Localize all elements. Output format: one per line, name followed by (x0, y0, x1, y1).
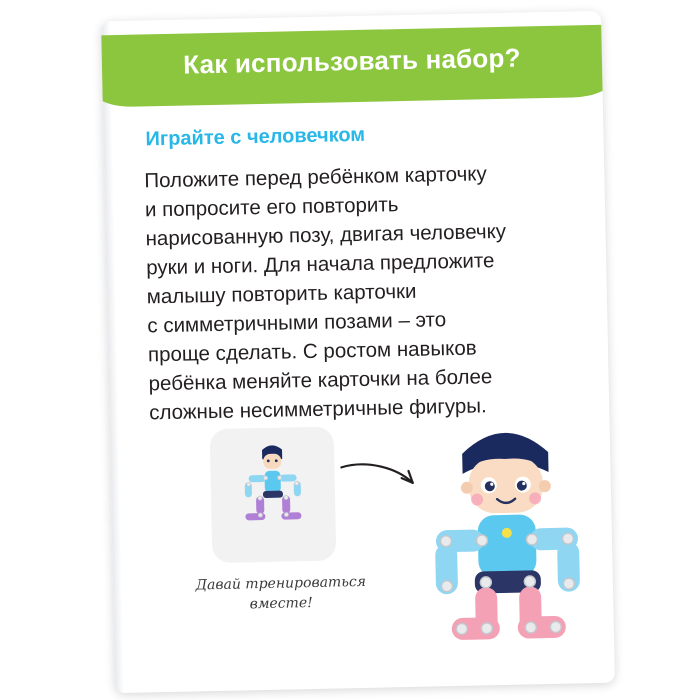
page-title: Как использовать набор? (182, 42, 521, 80)
section-subtitle: Играйте с человечком (145, 123, 366, 151)
body-line: сложные несимметричные фигуры. (148, 394, 487, 425)
handwritten-line: Давай тренироваться (195, 573, 367, 594)
small-posed-figure-illustration (210, 427, 337, 564)
body-line: ребёнка меняйте карточки на более (148, 365, 493, 396)
body-line: Положите перед ребёнком карточку (144, 162, 487, 193)
reference-card (210, 427, 337, 564)
body-line: с симметричными позами – это (147, 308, 447, 338)
illustration-area (109, 409, 614, 679)
handwritten-line: вместе! (249, 595, 313, 613)
body-line: нарисованную позу, двигая человечку (145, 219, 507, 251)
body-line: проще сделать. С ростом навыков (147, 336, 477, 367)
handwritten-caption (191, 572, 372, 616)
body-line: малышу повторить карточки (146, 279, 417, 309)
large-posed-figure-illustration (409, 409, 604, 653)
body-line: и попросите его повторить (144, 193, 399, 222)
body-line: руки и ноги. Для начала предложите (145, 249, 495, 280)
body-paragraph (144, 157, 579, 427)
booklet-page (101, 11, 615, 693)
